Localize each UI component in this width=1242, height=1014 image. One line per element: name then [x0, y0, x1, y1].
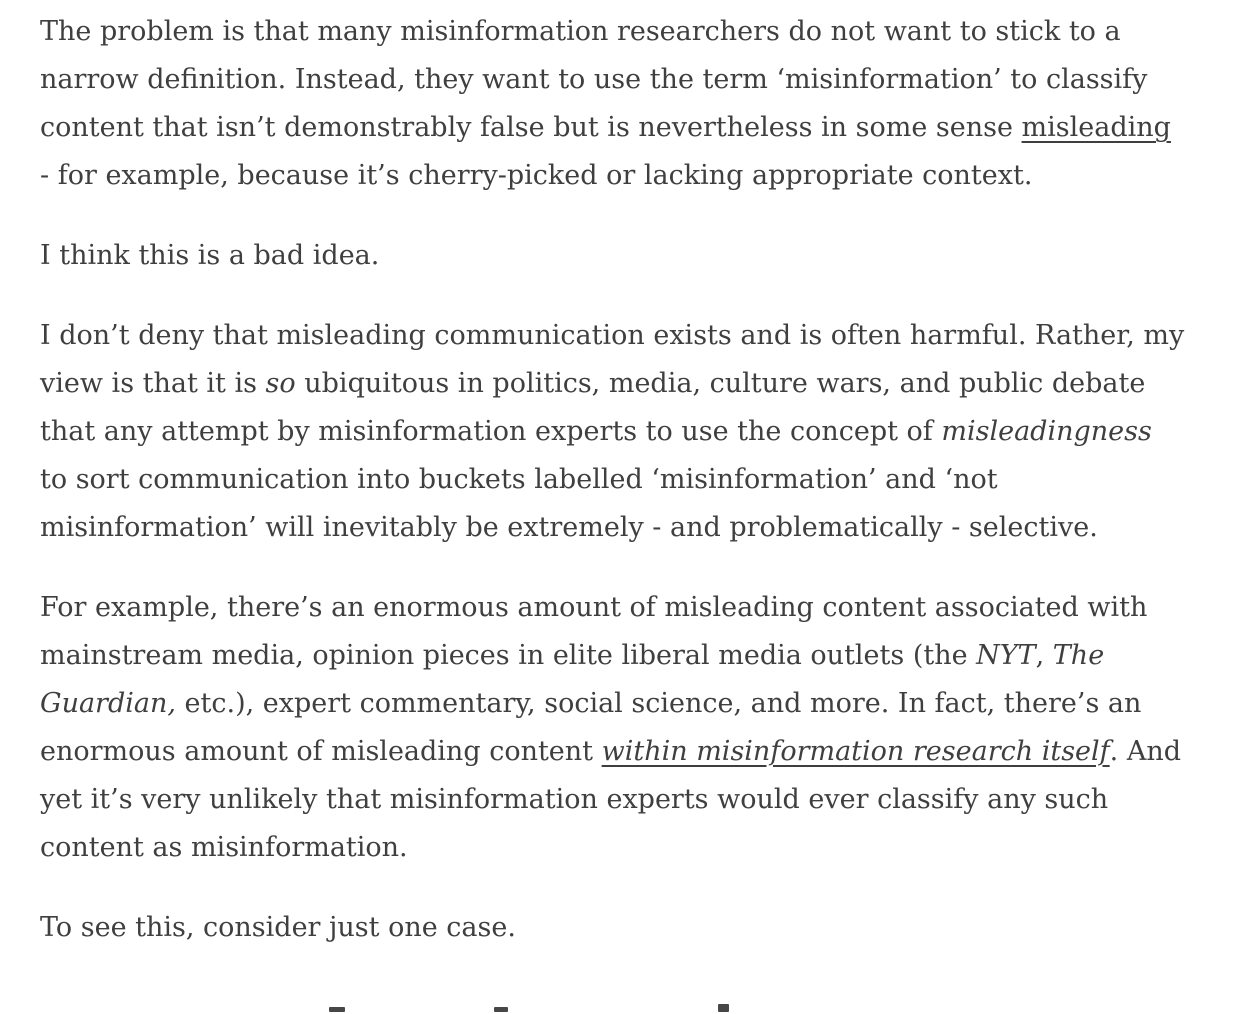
text-run: To see this, consider just one case. — [40, 912, 516, 943]
paragraph — [40, 312, 1187, 552]
paragraph — [40, 584, 1187, 872]
paragraph — [40, 8, 1187, 200]
text-run-italic: so — [265, 368, 296, 399]
text-run: - for example, because it’s cherry-picked or lacking appropriate context. — [40, 160, 1033, 191]
text-run-italic: misleadingness — [941, 416, 1152, 447]
text-run: etc.), expert commentary, social science, and more. In fact, there’s an enormous amount of misleading content — [40, 688, 1142, 767]
clipped-next-line-glyph-top — [718, 1004, 729, 1012]
text-run: to sort communication into buckets labelled ‘misinformation’ and ‘not misinformation’ will inevitably be extremely - and problematically - selective. — [40, 464, 1098, 543]
text-run: I don’t deny that misleading communication exists and is often harmful. Rather, my view is that it is — [40, 320, 1185, 399]
text-run: I think this is a bad idea. — [40, 240, 380, 271]
text-run-italic: within misinformation research itself — [601, 736, 1110, 767]
text-run: . And yet it’s very unlikely that misinformation experts would ever classify any such content as misinformation. — [40, 736, 1181, 863]
text-run: For example, there’s an enormous amount of misleading content associated with mainstream media, opinion pieces in elite liberal media outlets (the — [40, 592, 1148, 671]
inline-link[interactable] — [602, 736, 1110, 767]
text-run-italic: The Guardian, — [40, 640, 1105, 719]
clipped-next-line-glyph-top — [329, 1007, 345, 1012]
inline-link[interactable]: misleading — [1021, 112, 1171, 143]
text-run: , — [1035, 640, 1053, 671]
paragraph — [40, 232, 1187, 280]
text-run-italic: NYT — [976, 640, 1036, 671]
text-run: The problem is that many misinformation researchers do not want to stick to a narrow definition. Instead, they want to use the term ‘misinformation’ to classify content that isn’t demonstrably false but is nevertheless in some sense — [40, 16, 1148, 143]
clipped-next-line-glyph-top — [494, 1007, 508, 1012]
text-run: ubiquitous in politics, media, culture wars, and public debate that any attempt by misinformation experts to use the concept of — [40, 368, 1146, 447]
paragraph — [40, 904, 1187, 952]
